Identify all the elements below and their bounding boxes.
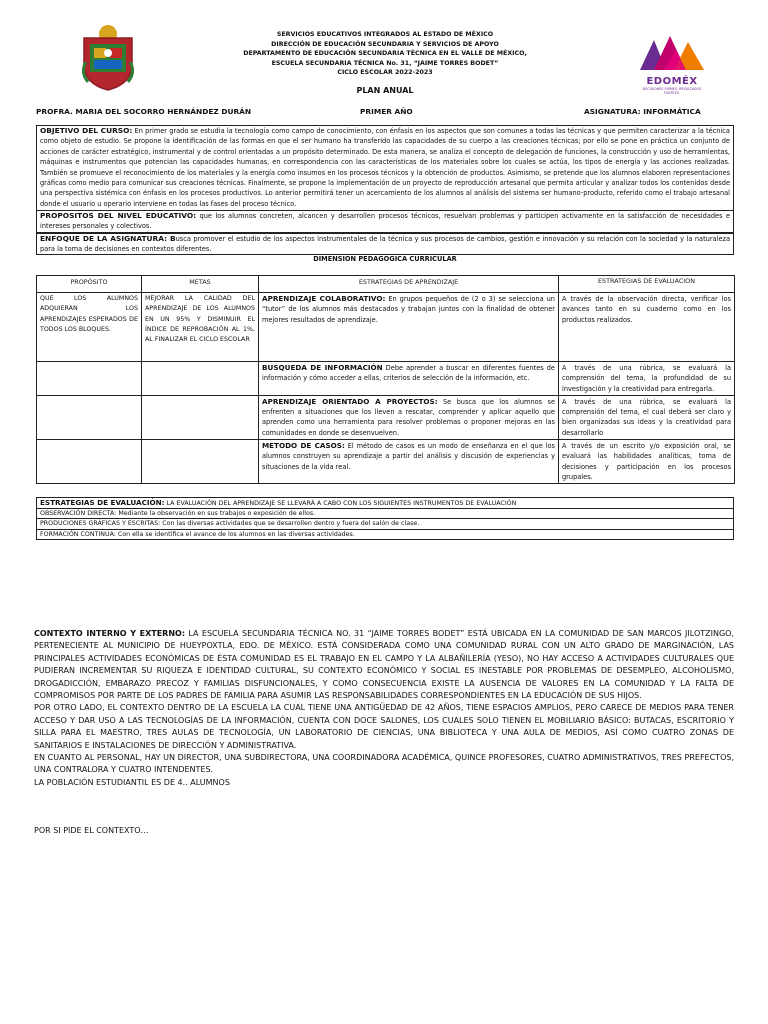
strategy-cell <box>259 362 559 396</box>
table-row <box>37 440 735 484</box>
evaluation-item <box>37 529 734 539</box>
level-purposes-text: que los alumnos concreten, alcancen y desarrollen procesos técnicos, resuelvan problemas y participen activamente en la satisfacción de necesidades e intereses personales y colectivos. <box>40 212 730 231</box>
strategy-label: APRENDIZAJE ORIENTADO A PROYECTOS: <box>262 396 438 406</box>
context-section <box>34 628 734 789</box>
institution-header <box>200 30 570 78</box>
teacher-name: PROFRA. MARIA DEL SOCORRO HERNÁNDEZ DURÁN <box>36 107 252 116</box>
evaluation-cell: A través de una rúbrica, se evaluará la comprensión del tema, el cual deberá ser claro y bien organizadas sus ideas y la creatividad para desarrollarlo <box>559 395 735 439</box>
evaluation-intro-cell <box>37 498 734 509</box>
evaluation-cell: A través de un escrito y/o exposición oral, se evaluará las habilidades analíticas, toma de decisiones y participación en los procesos grupales. <box>559 440 735 484</box>
strategy-text: En grupos pequeños de (2 o 3) se selecciona un “tutor” de los alumnos más destacados y trabajan juntos con la finalidad de obtener mejores resultados de aprendizaje. <box>262 295 555 324</box>
estado-de-mexico-shield-logo <box>76 22 140 92</box>
evaluation-item-text: Con las diversas actividades que se desarrollen dentro y fuera del salón de clase. <box>160 520 420 528</box>
empty-cell <box>142 362 259 396</box>
empty-cell <box>37 395 142 439</box>
header-line: DEPARTAMENTO DE EDUCACIÓN SECUNDARIA TÉCNICA EN EL VALLE DE MÉXICO, <box>243 50 527 58</box>
evaluation-item-label: FORMACIÓN CONTINUA: <box>40 530 116 538</box>
evaluation-label: ESTRATEGIAS DE EVALUACIÓN: <box>40 498 165 507</box>
strategy-cell <box>259 395 559 439</box>
evaluation-cell: A través de la observación directa, verificar los avances tanto en su cuaderno como en los productos realizados. <box>559 293 735 362</box>
evaluation-item <box>37 509 734 519</box>
course-objective-text: En primer grado se estudia la tecnología como campo de conocimiento, con énfasis en los aspectos que son comunes a todas las técnicas y que permiten caracterizar a la técnica como objeto de estudio. Se propone la identificación de las formas en que el ser humano ha transferido las capacidades de su cuerpo a las creaciones técnicas; por ello se pone en práctica un conjunto de acciones de carácter estratégico, instrumental y de control orientadas a un propósito determinado. De esta manera, se analiza el concepto de delegación de funciones, la construcción y uso de herramientas, máquinas e instrumentos que potencian las capacidades humanas, en correspondencia con las características de los materiales sobre los cuales se actúa, los tipos de energía y las acciones realizadas. También se promueve el reconocimiento de los materiales y la energía como insumos en los procesos técnicos y la obtención de productos. Asimismo, se pretende que los alumnos elaboren representaciones gráficas como medio para comunicar sus creaciones técnicas. Finalmente, se propone la implementación de un proyecto de reproducción artesanal que permita articular y analizar todos los contenidos desde una perspectiva sistémica con énfasis en los procesos productivos. Lo anterior permitirá tener un acercamiento de los alumnos al análisis del sistema ser humano-producto, referido como el trabajo artesanal donde el usuario u operario interviene en todas las fases del proceso técnico. <box>40 127 730 208</box>
header-line: SERVICIOS EDUCATIVOS INTEGRADOS AL ESTADO DE MÉXICO <box>276 31 494 38</box>
plan-table <box>36 275 735 484</box>
empty-cell <box>142 440 259 484</box>
footer-note: POR SI PIDE EL CONTEXTO… <box>34 826 149 835</box>
strategy-cell <box>259 440 559 484</box>
context-label: CONTEXTO INTERNO Y EXTERNO: <box>34 629 186 638</box>
table-row <box>37 395 735 439</box>
empty-cell <box>37 362 142 396</box>
evaluation-strategies-table <box>36 497 734 540</box>
table-row <box>37 519 734 529</box>
edomex-logo-text: EDOMÉX <box>646 76 698 87</box>
plan-title: PLAN ANUAL <box>356 86 414 95</box>
subject-approach-text: usca promover el estudio de los aspectos instrumentales de la técnica y sus procesos de cambios, gestión e innovación y su relación con la sociedad y la naturaleza para la toma de decisiones en contextos diferentes. <box>40 235 730 254</box>
evaluation-item-text: Mediante la observación en sus trabajos o exposición de ellos. <box>116 510 316 518</box>
evaluation-intro: LA EVALUACIÓN DEL APRENDIZAJE SE LLEVARÁ A CABO CON LOS SIGUIENTES INSTRUMENTOS DE EVALUACIÓN <box>164 500 517 507</box>
edomex-logo-tagline: DECISIONES FIRMES, RESULTADOS FUERTES. <box>642 87 702 95</box>
table-row <box>37 293 735 362</box>
plan-table-header-row <box>37 276 735 293</box>
strategy-label: BUSQUEDA DE INFORMACIÓN <box>262 363 383 372</box>
dimension-title: DIMENSION PEDAGOGICA CURRICULAR <box>313 255 457 263</box>
header-line: ESCUELA SECUNDARIA TÉCNICA No. 31, “JAIME TORRES BODET” <box>271 59 499 67</box>
header-learning-strategies: ESTRATEGIAS DE APRENDIZAJE <box>259 276 559 293</box>
table-row <box>37 509 734 519</box>
context-paragraph <box>34 628 734 702</box>
context-paragraph: EN CUANTO AL PERSONAL, HAY UN DIRECTOR, UNA SUBDIRECTORA, UNA COORDINADORA ACADÉMICA, QUINCE PROFESORES, CUATRO ADMINISTRATIVOS, TRES PREFECTOS, UNA CONTRALORA Y CUATRO INTENDENTES. <box>34 753 734 775</box>
subject-approach-label: ENFOQUE DE LA ASIGNATURA: B <box>40 234 176 243</box>
context-paragraph: LA POBLACIÓN ESTUDIANTIL ES DE 4.. ALUMNOS <box>34 777 230 787</box>
evaluation-item-label: OBSERVACIÓN DIRECTA: <box>40 510 117 518</box>
course-objective-label: OBJETIVO DEL CURSO: <box>40 126 133 135</box>
strategy-cell <box>259 293 559 362</box>
metas-cell: MEJORAR LA CALIDAD DEL APRENDIZAJE DE LOS ALUMNOS EN UN 95% Y DISMINUIR EL ÍNDICE DE REPROBACIÓN AL 1%, AL FINALIZAR EL CICLO ESCOLAR <box>142 293 259 362</box>
context-paragraph: POR OTRO LADO, EL CONTEXTO DENTRO DE LA ESCUELA LA CUAL TIENE UNA ANTIGÜEDAD DE 42 AÑOS, TIENE ESPACIOS AMPLIOS, PERO CARECE DE MEDIOS PARA TENER ACCESO Y DAR USO A LAS TECNOLOGÍAS DE LA INFORMACIÓN, CUENTA CON DOCE SALONES, LOS CUALES SOLO TIENEN EL MOBILIARIO BÁSICO: BUTACAS, ESCRITORIO Y SILLA PARA EL MAESTRO, TRES AULAS DE TECNOLOGÍA, UN LABORATORIO DE CIENCIAS, UNA BIBLIOTECA Y UNA AULA DE MEDIOS, ASÍ COMO CUATRO ZONAS DE SANITARIOS E INSTALACIONES DE DIRECCIÓN Y ADMINISTRATIVA. <box>34 703 734 750</box>
strategy-text: Se busca que los alumnos se enfrenten a situaciones que los lleven a rescatar, comprender y aplicar aquello que aprenden como una herramienta para resolver problemas o proponer mejoras en las comunidades en donde se desenvuelven. <box>262 397 555 437</box>
strategy-label: METODO DE CASOS: <box>262 441 345 451</box>
header-line: CICLO ESCOLAR 2022-2023 <box>337 69 433 77</box>
evaluation-item <box>37 519 734 529</box>
subject-label: ASIGNATURA: INFORMÁTICA <box>584 107 701 116</box>
strategy-text: El método de casos es un modo de enseñanza en el que los alumnos construyen su aprendizaje a partir del análisis y discusión de experiencias y situaciones de la vida real. <box>262 442 555 471</box>
context-text: LA ESCUELA SECUNDARIA TÉCNICA NO. 31 “JAIME TORRES BODET” ESTÁ UBICADA EN LA COMUNIDAD DE SAN MARCOS JILOTZINGO, PERTENECIENTE AL MUNICIPIO DE HUEYPOXTLA, EDO. DE MÉXICO. ESTÁ CONSIDERADA COMO UNA COMUNIDAD RURAL CON UN ALTO GRADO DE MARGINACIÓN, LAS PRINCIPALES ACTIVIDADES ECONÓMICAS DE ÉSTA COMUNIDAD ES EL TRABAJO EN EL CAMPO Y LA ALBAÑILERÍA (YESO), NO HAY ACCESO A ACTIVIDADES CULTURALES QUE PUDIERAN INCREMENTAR SU RIQUEZA E IDENTIDAD CULTURAL, SU CONTEXTO ECONÓMICO Y SOCIAL ES INESTABLE POR PROBLEMAS DE DESEMPLEO, ALCOHOLISMO, DROGADICCIÓN, EMBARAZO PRECOZ Y FAMILIAS DISFUNCIONALES, Y COMO CONSECUENCIA EXISTE LA AUSENCIA DE VALORES EN LA COMUNIDAD Y LA FALTA DE COMPROMISOS POR PARTE DE LOS PADRES DE FAMILIA PARA ASUMIR LAS RESPONSABILIDADES CORRESPONDIENTES EN LA EDUCACIÓN DE SUS HIJOS. <box>34 629 734 701</box>
header-evaluation-strategies: ESTRATEGIAS DE EVALUACION <box>559 276 735 293</box>
empty-cell <box>142 395 259 439</box>
level-purposes-label: PROPOSITOS DEL NIVEL EDUCATIVO: <box>40 211 197 220</box>
header-line: DIRECCIÓN DE EDUCACIÓN SECUNDARIA Y SERVICIOS DE APOYO <box>271 40 499 48</box>
table-row <box>37 362 735 396</box>
evaluation-cell: A través de una rúbrica, se evaluará la comprensión del tema, la profundidad de su investigación y la creatividad para entregarla. <box>559 362 735 396</box>
empty-cell <box>37 440 142 484</box>
table-row <box>37 498 734 509</box>
edomex-logo <box>636 32 708 95</box>
evaluation-item-label: PRODUCIONES GRÁFICAS Y ESCRITAS: <box>40 520 161 528</box>
grade-label: PRIMER AÑO <box>360 107 413 116</box>
subject-approach-box <box>36 233 734 255</box>
strategy-label: APRENDIZAJE COLABORATIVO: <box>262 294 386 303</box>
table-row <box>37 529 734 539</box>
level-purposes-box <box>36 210 734 233</box>
evaluation-item-text: Con ella se identifica el avance de los alumnos en las diversas actividades. <box>115 530 355 538</box>
header-metas: METAS <box>142 276 259 293</box>
proposito-cell: QUE LOS ALUMNOS ADQUIERAN LOS APRENDIZAJES ESPERADOS DE TODOS LOS BLOQUES. <box>37 293 142 362</box>
header-proposito: PROPÓSITO <box>37 276 142 293</box>
strategy-text: Debe aprender a buscar en diferentes fuentes de información y cómo acceder a ellas, criterios de selección de la información, etc. <box>262 364 555 383</box>
